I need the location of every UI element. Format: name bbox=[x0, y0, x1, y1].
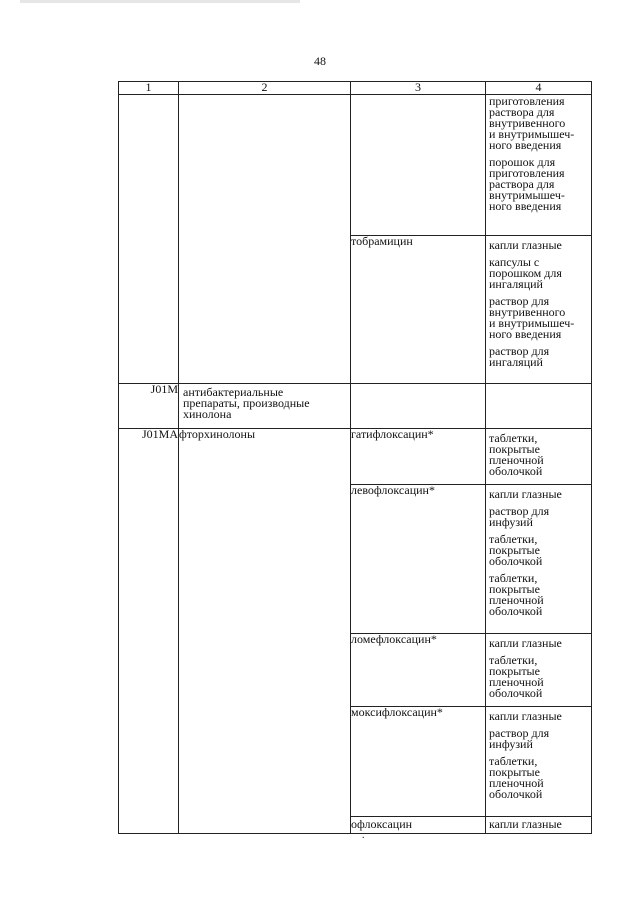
dosage-forms-cell bbox=[486, 384, 592, 429]
drug-name-cell: гатифлоксацин* bbox=[351, 429, 486, 485]
column-header-4: 4 bbox=[486, 82, 592, 95]
drug-name-cell: левофлоксацин* bbox=[351, 485, 486, 634]
page-number: 48 bbox=[314, 54, 326, 68]
atc-code-cell: J01M bbox=[119, 384, 179, 429]
dosage-forms-cell bbox=[486, 95, 592, 236]
group-name-cell: антибактериальные препараты, производные хинолона bbox=[179, 384, 351, 429]
column-header-1: 1 bbox=[119, 82, 179, 95]
atc-code-cell: J01MA bbox=[119, 429, 179, 834]
drug-name-cell bbox=[351, 95, 486, 236]
drug-name-cell: офлоксацин bbox=[351, 817, 486, 834]
table-row bbox=[119, 384, 592, 429]
scan-edge-mark bbox=[20, 0, 300, 3]
dosage-form: раствор для ингаляций bbox=[489, 344, 550, 369]
drug-table bbox=[118, 81, 592, 834]
dosage-form: капли глазные bbox=[489, 238, 562, 252]
dosage-form: таблетки, покрытые пленочной оболочкой bbox=[489, 431, 544, 478]
dosage-form: капли глазные bbox=[489, 636, 562, 650]
dosage-form: раствор для внутривенного и внутримышеч- ного введения bbox=[489, 294, 575, 341]
dosage-forms-cell bbox=[486, 634, 592, 707]
dosage-form: раствор для инфузий bbox=[489, 726, 550, 751]
dosage-forms-cell bbox=[486, 429, 592, 485]
table-row bbox=[119, 429, 592, 485]
dosage-form: капли глазные bbox=[489, 487, 562, 501]
dosage-forms-cell bbox=[486, 707, 592, 817]
dosage-form: таблетки, покрытые пленочной оболочкой bbox=[489, 754, 544, 801]
dosage-form: капсулы с порошком для ингаляций bbox=[489, 255, 562, 291]
dosage-forms-cell bbox=[486, 817, 592, 834]
atc-code-cell bbox=[119, 95, 179, 384]
dosage-form: таблетки, покрытые пленочной оболочкой bbox=[489, 571, 544, 618]
dosage-form: таблетки, покрытые пленочной оболочкой bbox=[489, 653, 544, 700]
group-name-cell: фторхинолоны bbox=[179, 429, 351, 834]
drug-name-cell: ломефлоксацин* bbox=[351, 634, 486, 707]
dosage-form: капли глазные bbox=[489, 709, 562, 723]
dosage-form: порошок для приготовления раствора для внутримышеч- ного введения bbox=[489, 155, 565, 213]
drug-name-cell: моксифлоксацин* bbox=[351, 707, 486, 817]
dosage-form: таблетки, покрытые оболочкой bbox=[489, 532, 543, 568]
dosage-form: капли глазные bbox=[489, 817, 562, 831]
drug-name-cell bbox=[351, 384, 486, 429]
dosage-form: раствор для инфузий bbox=[489, 504, 550, 529]
dosage-forms-cell bbox=[486, 485, 592, 634]
table-row bbox=[119, 95, 592, 236]
footer-mark: . bbox=[362, 830, 365, 841]
group-name-cell bbox=[179, 95, 351, 384]
table-header-row bbox=[119, 82, 592, 95]
dosage-forms-cell bbox=[486, 236, 592, 384]
column-header-3: 3 bbox=[351, 82, 486, 95]
dosage-form: приготовления раствора для внутривенного и внутримышеч- ного введения bbox=[489, 94, 575, 152]
drug-name-cell: тобрамицин bbox=[351, 236, 486, 384]
column-header-2: 2 bbox=[179, 82, 351, 95]
